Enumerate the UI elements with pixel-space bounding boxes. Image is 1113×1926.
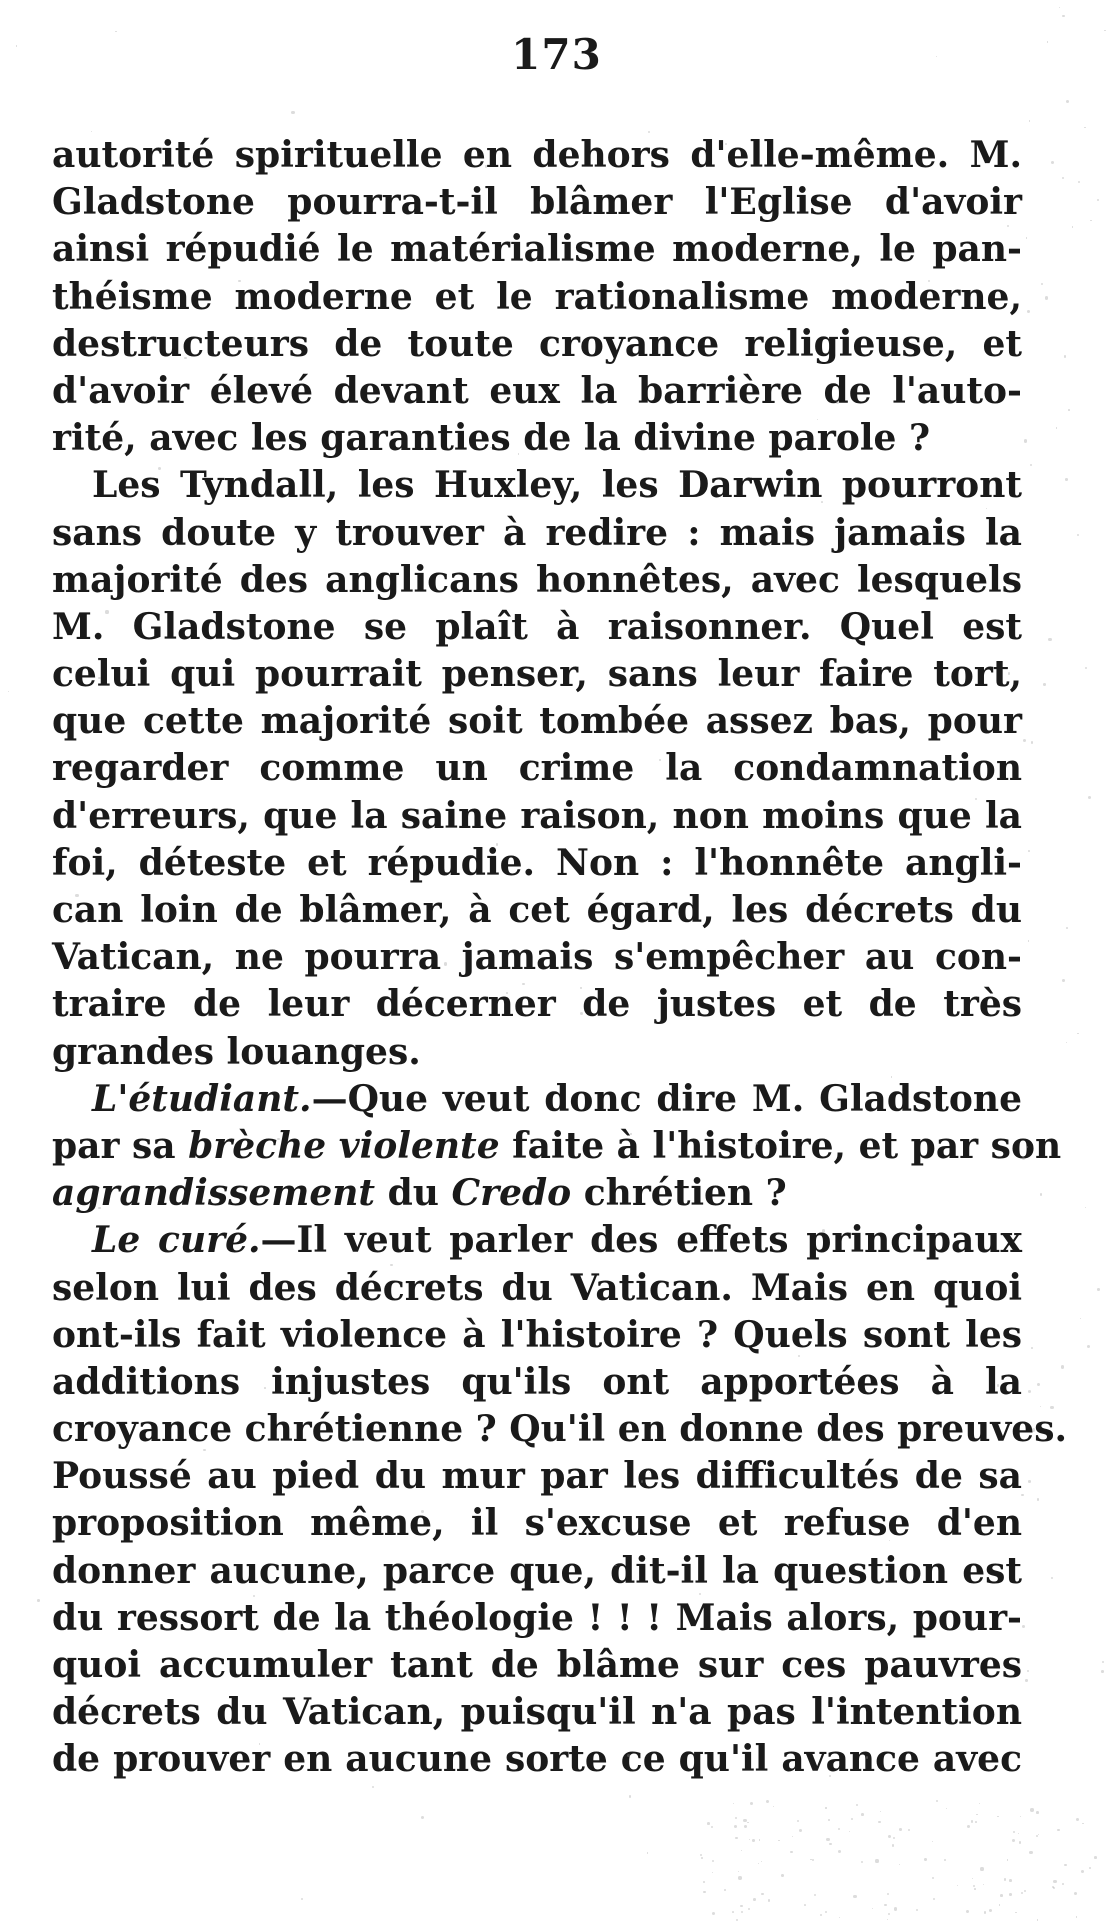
text-line: grandes louanges. (52, 1030, 421, 1073)
scan-speckle (707, 1822, 710, 1825)
scan-speckle (291, 111, 294, 114)
scan-speckle (804, 1904, 806, 1906)
scan-speckle (1028, 1390, 1031, 1393)
scan-speckle (749, 1839, 750, 1840)
scan-speckle (750, 1802, 753, 1805)
scan-speckle (1066, 927, 1068, 929)
scan-speckle (758, 1863, 759, 1864)
text-line: du ressort de la théologie ! ! ! Mais alors, pour- (52, 1596, 1022, 1639)
scan-speckle (703, 1891, 705, 1893)
scan-speckle (1064, 1864, 1067, 1867)
scan-speckle (957, 1885, 958, 1886)
scan-speckle (1082, 1823, 1083, 1824)
scan-speckle (649, 1472, 651, 1474)
scan-speckle (799, 1829, 802, 1832)
scan-speckle (798, 1355, 800, 1357)
scan-speckle (887, 1893, 889, 1895)
scan-speckle (1062, 1883, 1064, 1885)
text-line: regarder comme un crime la condamnation (52, 747, 1022, 790)
scan-speckle (853, 1895, 856, 1898)
scan-speckle (1064, 355, 1066, 357)
scan-speckle (899, 1828, 902, 1831)
scan-speckle (866, 1756, 868, 1758)
scan-speckle (700, 1854, 702, 1856)
text-line: M. Gladstone se plaît à raisonner. Quel est (52, 605, 1022, 648)
text-line: sans doute y trouver à redire : mais jamais la (52, 511, 1022, 554)
scan-speckle (979, 1803, 980, 1804)
scan-speckle (1081, 1870, 1084, 1873)
scan-speckle (733, 1803, 734, 1804)
scan-speckle (761, 1893, 763, 1895)
text-line: foi, déteste et répudie. Non : l'honnête angli- (52, 841, 1022, 884)
scan-speckle (735, 1817, 738, 1820)
scan-speckle (753, 1898, 756, 1901)
scan-speckle (725, 143, 727, 145)
scan-speckle (810, 1859, 811, 1860)
scan-speckle (641, 1480, 643, 1482)
scan-speckle (1102, 1661, 1104, 1663)
scan-speckle (830, 1336, 831, 1337)
scan-speckle (1031, 1347, 1033, 1349)
scan-speckle (1037, 1498, 1040, 1501)
scan-speckle (1041, 283, 1043, 285)
scan-speckle (1028, 1480, 1031, 1483)
scan-speckle (738, 1876, 741, 1879)
scan-speckle (1087, 1345, 1090, 1348)
text-line: ainsi répudié le matérialisme moderne, le pan- (52, 228, 1022, 271)
scan-speckle (1012, 1839, 1015, 1842)
scan-speckle (778, 1840, 780, 1842)
scan-speckle (1027, 1670, 1029, 1672)
scan-speckle (1024, 1890, 1026, 1892)
scan-speckle (872, 1908, 873, 1909)
scan-speckle (967, 1825, 970, 1828)
scan-speckle (264, 1387, 266, 1389)
scan-speckle (1077, 534, 1079, 536)
scan-speckle (259, 1743, 260, 1744)
scan-speckle (1094, 1856, 1097, 1859)
scan-speckle (735, 1837, 738, 1840)
scan-speckle (1043, 683, 1046, 686)
scan-speckle (928, 280, 930, 282)
scan-speckle (490, 447, 491, 448)
scan-speckle (820, 1914, 823, 1917)
scan-speckle (1030, 464, 1032, 466)
scan-speckle (1037, 1383, 1040, 1386)
scan-speckle (829, 1843, 831, 1845)
scan-speckle (838, 1850, 841, 1853)
text-line: agrandissement du Credo chrétien ? (52, 1172, 787, 1215)
scan-speckle (1074, 1892, 1077, 1895)
scan-speckle (975, 798, 977, 800)
scan-speckle (899, 1864, 900, 1865)
scan-speckle (826, 1838, 829, 1841)
scan-speckle (1077, 1033, 1079, 1035)
scan-speckle (1036, 1835, 1038, 1837)
scan-speckle (1021, 1892, 1023, 1894)
scan-speckle (1072, 226, 1074, 228)
scan-speckle (659, 759, 661, 761)
text-line: d'avoir élevé devant eux la barrière de l'auto- (52, 369, 1022, 412)
scan-speckle (743, 1819, 746, 1822)
scan-speckle (740, 1905, 742, 1907)
scan-speckle (1009, 1879, 1012, 1882)
scan-speckle (1020, 1816, 1021, 1817)
scan-speckle (983, 1884, 984, 1885)
text-line-dialogue: L'étudiant.—Que veut donc dire M. Gladstone (92, 1077, 1022, 1120)
scan-speckle (647, 1852, 648, 1853)
scan-speckle (1097, 1288, 1100, 1291)
text-line: croyance chrétienne ? Qu'il en donne des preuves. (52, 1408, 1067, 1451)
scan-speckle (1029, 1851, 1032, 1854)
scan-speckle (392, 775, 394, 777)
scan-speckle (997, 1816, 999, 1818)
text-line: majorité des anglicans honnêtes, avec lesquels (52, 558, 1022, 601)
text-line: ont-ils fait violence à l'histoire ? Quels sont les (52, 1313, 1022, 1356)
scan-speckle (630, 1133, 631, 1134)
scan-speckle (1015, 1912, 1016, 1913)
scan-speckle (1023, 739, 1026, 742)
scan-speckle (761, 1861, 762, 1862)
scan-speckle (1037, 1919, 1038, 1920)
scan-speckle (744, 1825, 747, 1828)
scan-speckle (1028, 940, 1030, 942)
scan-speckle (1062, 177, 1064, 179)
scan-speckle (747, 1822, 749, 1824)
scan-speckle (1104, 30, 1106, 32)
text-line: décrets du Vatican, puisqu'il n'a pas l'intention (52, 1691, 1022, 1734)
scan-speckle (580, 987, 581, 988)
scan-speckle (741, 1850, 742, 1851)
scan-speckle (825, 1807, 826, 1808)
text-line: Les Tyndall, les Huxley, les Darwin pourront (92, 464, 1022, 507)
scan-speckle (8, 691, 10, 693)
scan-speckle (1080, 1318, 1081, 1319)
scan-speckle (712, 1860, 715, 1863)
scan-speckle (158, 467, 161, 470)
scan-speckle (115, 31, 117, 33)
scan-speckle (980, 1867, 983, 1870)
scan-speckle (1021, 1494, 1023, 1496)
scan-speckle (372, 1786, 374, 1788)
scan-speckle (1022, 1625, 1025, 1628)
text-line: par sa brèche violente faite à l'histoire, et par son (52, 1124, 1062, 1167)
scan-speckle (856, 1804, 858, 1806)
scan-speckle (797, 1820, 799, 1822)
text-line: Vatican, ne pourra jamais s'empêcher au con- (52, 936, 1022, 979)
scan-speckle (1000, 1894, 1003, 1897)
scan-speckle (781, 1874, 784, 1877)
scan-speckle (506, 992, 508, 994)
scan-speckle (973, 1885, 975, 1887)
text-line: de prouver en aucune sorte ce qu'il avance avec (52, 1738, 1022, 1781)
scan-speckle (1027, 310, 1030, 313)
scan-speckle (984, 1911, 986, 1913)
scan-speckle (839, 1917, 840, 1918)
scan-speckle (766, 1800, 769, 1803)
body-text (52, 132, 1067, 1784)
text-line: rité, avec les garanties de la divine parole ? (52, 417, 931, 460)
scan-speckle (1036, 1811, 1039, 1814)
scan-speckle (768, 1899, 770, 1901)
scan-speckle (875, 1859, 878, 1862)
scan-speckle (974, 1888, 976, 1890)
scan-speckle (1040, 1193, 1043, 1196)
text-line-dialogue: Le curé.—Il veut parler des effets principaux (92, 1219, 1023, 1262)
scan-speckle (75, 894, 78, 897)
scan-speckle (301, 1898, 303, 1900)
scan-speckle (916, 1909, 918, 1911)
scan-speckle (1050, 1406, 1053, 1409)
scan-speckle (989, 1909, 992, 1912)
scan-speckle (1076, 1818, 1079, 1821)
scan-speckle (421, 1510, 424, 1513)
scan-speckle (37, 1599, 40, 1602)
scan-speckle (105, 610, 108, 613)
scan-speckle (486, 339, 488, 341)
scan-speckle (1089, 1867, 1091, 1869)
scan-speckle (1008, 672, 1011, 675)
scan-speckle (1076, 1916, 1077, 1917)
scan-speckle (1004, 1878, 1007, 1881)
scan-speckle (1078, 181, 1080, 183)
scan-speckle (887, 1474, 890, 1477)
scan-speckle (699, 1593, 701, 1595)
text-line: celui qui pourrait penser, sans leur faire tort, (52, 653, 1022, 696)
scan-speckle (759, 1839, 760, 1840)
text-line: que cette majorité soit tombée assez bas, pour (52, 700, 1022, 743)
scan-speckle (712, 1872, 713, 1873)
scan-speckle (1061, 1365, 1064, 1368)
scan-speckle (724, 1889, 726, 1891)
scan-speckle (1019, 1841, 1022, 1844)
scan-speckle (1013, 1831, 1015, 1833)
text-line: selon lui des décrets du Vatican. Mais en quoi (52, 1266, 1022, 1309)
scan-speckle (887, 1919, 888, 1920)
scan-speckle (932, 1841, 933, 1842)
scan-speckle (888, 1913, 890, 1915)
scan-speckle (1056, 427, 1057, 428)
scan-speckle (1028, 850, 1030, 852)
scan-speckle (1018, 1833, 1019, 1834)
scan-speckle (892, 1844, 895, 1847)
page-number: 173 (511, 30, 602, 79)
scan-speckle (1007, 1859, 1009, 1861)
text-line: traire de leur décerner de justes et de très (52, 983, 1022, 1026)
scan-speckle (861, 1813, 864, 1816)
scan-speckle (773, 1806, 774, 1807)
scan-speckle (933, 1898, 935, 1900)
scan-speckle (1009, 1893, 1012, 1896)
scan-speckle (1066, 1042, 1067, 1043)
scan-speckle (629, 1795, 631, 1797)
scan-speckle (975, 1821, 977, 1823)
scan-speckle (880, 1811, 881, 1812)
scan-speckle (752, 1839, 755, 1842)
scan-speckle (884, 1904, 887, 1907)
text-line: Gladstone pourra-t-il blâmer l'Eglise d'avoir (52, 181, 1022, 224)
scan-speckle (971, 1820, 974, 1823)
text-line: théisme moderne et le rationalisme moderne, (52, 275, 1022, 318)
scan-speckle (825, 1911, 827, 1913)
scan-speckle (1024, 439, 1027, 442)
scan-speckle (792, 1836, 793, 1837)
scan-speckle (1101, 1670, 1104, 1673)
text-line: autorité spirituelle en dehors d'elle-même. M. (52, 134, 1022, 176)
scan-speckle (1051, 1577, 1053, 1579)
scan-speckle (421, 1816, 424, 1819)
scan-speckle (703, 1881, 705, 1883)
scan-speckle (444, 962, 447, 965)
scan-speckle (966, 1910, 969, 1913)
scan-speckle (701, 1857, 703, 1859)
scan-speckle (851, 1818, 853, 1820)
scan-speckle (944, 1859, 946, 1861)
scan-speckle (1085, 667, 1087, 669)
text-line: destructeurs de toute croyance religieuse, et (52, 322, 1022, 365)
scan-speckle (838, 1828, 840, 1830)
scan-speckle (1059, 7, 1060, 8)
scan-speckle (1068, 409, 1070, 411)
scan-speckle (748, 1908, 750, 1910)
scan-speckle (894, 1907, 897, 1910)
text-line: additions injustes qu'ils ont apportées à la (52, 1360, 1022, 1403)
scan-speckle (976, 1814, 977, 1815)
scan-speckle (1053, 1880, 1056, 1883)
scan-speckle (849, 1831, 851, 1833)
scan-speckle (878, 1821, 881, 1824)
scan-speckle (1031, 741, 1033, 743)
scan-speckle (1029, 120, 1030, 121)
scan-speckle (1065, 478, 1068, 481)
text-line: donner aucune, parce que, dit-il la question est (52, 1549, 1022, 1592)
scan-speckle (732, 1911, 734, 1913)
scan-speckle (790, 1851, 792, 1853)
scan-speckle (812, 1859, 814, 1861)
scan-speckle (1048, 638, 1051, 641)
scan-speckle (1097, 199, 1099, 201)
scan-speckle (1051, 161, 1054, 164)
scan-speckle (1085, 1207, 1086, 1208)
scan-speckle (711, 1826, 714, 1829)
scan-speckle (1088, 796, 1091, 799)
scan-speckle (1062, 979, 1065, 982)
scan-speckle (932, 1877, 934, 1879)
scan-speckle (946, 1808, 947, 1809)
scan-speckle (738, 1871, 739, 1872)
scan-speckle (908, 1829, 910, 1831)
scan-speckle (1057, 1829, 1059, 1831)
scan-speckle (1026, 237, 1028, 239)
scan-speckle (1025, 1679, 1028, 1682)
text-line: can loin de blâmer, à cet égard, les décrets du (52, 889, 1022, 931)
scan-speckle (1062, 15, 1064, 17)
scan-speckle (1084, 127, 1085, 128)
scan-speckle (496, 843, 498, 845)
text-line: d'erreurs, que la saine raison, non moins que la (52, 794, 1022, 837)
scan-speckle (924, 1858, 927, 1861)
scan-speckle (1032, 1428, 1035, 1431)
scan-speckle (1045, 296, 1048, 299)
text-line: quoi accumuler tant de blâme sur ces pauvres (52, 1644, 1022, 1686)
scan-speckle (828, 1819, 830, 1821)
scan-speckle (734, 1825, 737, 1828)
scan-speckle (936, 1800, 938, 1802)
scan-speckle (893, 1837, 895, 1839)
scan-speckle (712, 1912, 715, 1915)
scan-speckle (972, 1878, 973, 1879)
text-line: Poussé au pied du mur par les difficultés de sa (52, 1455, 1022, 1498)
scan-speckle (814, 1894, 816, 1896)
scan-speckle (741, 1911, 743, 1913)
scan-speckle (999, 1904, 1000, 1905)
scan-speckle (1090, 220, 1091, 221)
scan-speckle (888, 1835, 891, 1838)
text-line: proposition même, il s'excuse et refuse d'en (52, 1502, 1022, 1545)
scan-speckle (1066, 100, 1069, 103)
scan-speckle (1030, 1808, 1033, 1811)
scan-speckle (1038, 1834, 1040, 1836)
scan-speckle (736, 1919, 738, 1921)
scan-speckle (861, 1861, 863, 1863)
